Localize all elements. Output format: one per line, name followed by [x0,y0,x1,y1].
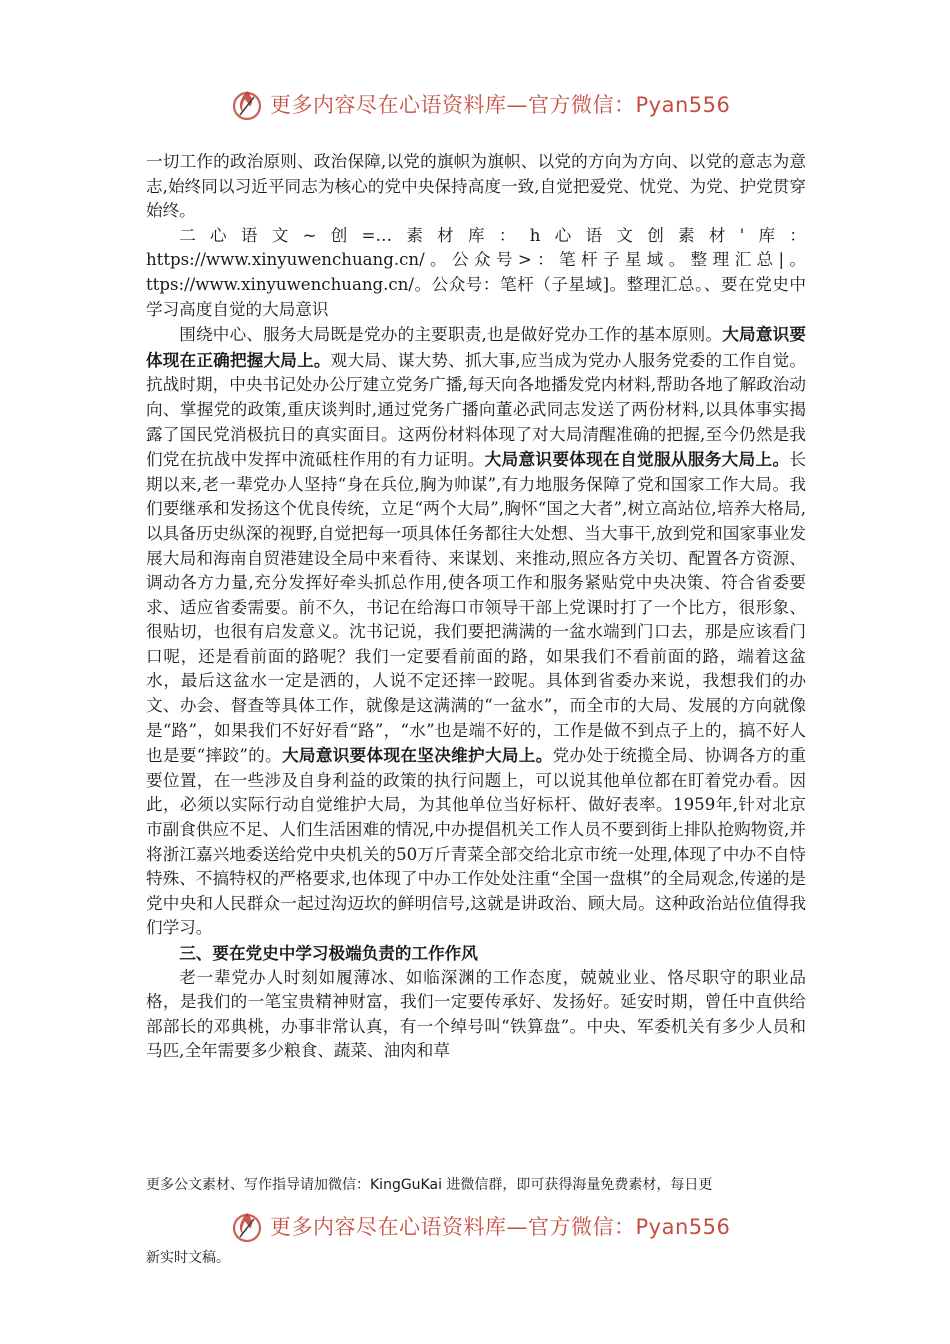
banner-text: 更多内容尽在心语资料库—官方微信：Pyan556 [270,93,731,117]
text-segment: 党办处于统揽全局、协调各方的重要位置，在一些涉及自身利益的政策的执行问题上，可以说其他单位都在盯着党办看。因此，必须以实际行动自觉维护大局，为其他单位当好标杆、做好表率。1959年,针对北京市副食供应不足、人们生活困难的情况,中办提倡机关工作人员不要到街上排队抢购物资,并将浙江嘉兴地委送给党中央机关的50万斤青菜全部交给北京市统一处理,体现了中办不自恃特殊、不搞特权的严格要求,也体现了中办工作处处注重“全国一盘棋”的全局观念,传递的是党中央和人民群众一起过沟迈坎的鲜明信号,这就是讲政治、顾大局。这种政治站位值得我们学习。 [146,746,807,938]
text-segment: 一切工作的政治原则、政治保障,以党的旗帜为旗帜、以党的方向为方向、以党的意志为意志,始终同以习近平同志为核心的党中央保持高度一致,自觉把爱党、忧党、为党、护党贯穿始终。 [146,152,806,221]
paragraph-1 [146,224,806,322]
bold-lead-sentence: 三、要在党史中学习极端负责的工作作风 [179,943,478,963]
section-heading-3 [146,941,806,966]
text-segment: 长期以来,老一辈党办人坚持“身在兵位,胸为帅谋”,有力地服务保障了党和国家工作大局。我们要继承和发扬这个优良传统，立足“两个大局”,胸怀“国之大者”,树立高站位,培养大格局,以具备历史纵深的视野,自觉把每一项具体任务都往大处想、当大事干,放到党和国家事业发展大局和海南自贸港建设全局中来看待、来谋划、来推动,照应各方关切、配置各方资源、调动各方力量,充分发挥好牵头抓总作用,使各项工作和服务紧贴党中央决策、符合省委要求、适应省委需要。前不久，书记在给海口市领导干部上党课时打了一个比方，很形象、很贴切，也很有启发意义。沈书记说，我们要把满满的一盆水端到门口去，那是应该看门口呢，还是看前面的路呢？我们一定要看前面的路，如果我们不看前面的路，端着这盆水，最后这盆水一定是洒的，人说不定还摔一跤呢。具体到省委办来说，我想我们的办文、办会、督查等具体工作，就像是这满满的“一盆水”，而全市的大局、发展的方向就像是“路”，如果我们不好好看“路”，“水”也是端不好的，工作是做不到点子上的，搞不好人也是要“摔跤”的。 [146,450,807,766]
bold-lead-sentence: 大局意识要体现在正确把握大局上。 [146,324,807,370]
bold-lead-sentence: 大局意识要体现在坚决维护大局上。 [282,745,553,766]
paragraph-4 [146,966,806,1064]
flame-logo-icon [228,1207,266,1245]
text-segment: 二心语文~创=…素材库：h心语文创素材'库：https://www.xinyuwenchuang.cn/。公众号>：笔杆子星域。整理汇总|。ttps://www.xinyuwenchuang.cn/。公众号：笔杆（子星域]。整理汇总。、要在党史中学习高度自觉的大局意识 [146,225,806,319]
text-segment: 老一辈党办人时刻如履薄冰、如临深渊的工作态度，兢兢业业、恪尽职守的职业品格，是我们的一笔宝贵精神财富，我们一定要传承好、发扬好。延安时期，曾任中直供给部部长的邓典桃，办事非常认真，有一个绰号叫“铁算盘”。中央、军委机关有多少人员和马匹,全年需要多少粮食、蔬菜、油肉和草 [146,967,806,1061]
flame-logo-icon [228,85,266,123]
bottom-watermark-banner [228,1206,748,1246]
bold-lead-sentence: 大局意识要体现在自觉服从服务大局上。 [484,449,790,470]
top-watermark-banner [228,84,748,124]
paragraph-2 [146,322,806,941]
document-body [146,150,806,1064]
text-segment: 围绕中心、服务大局既是党办的主要职责,也是做好党办工作的基本原则。 [179,325,723,345]
footer-promo-continuation: 新实时文稿。 [146,1250,230,1266]
text-segment: 观大局、谋大势、抓大事,应当成为党办人服务党委的工作自觉。抗战时期，中央书记处办公厅建立党务广播,每天向各地播发党内材料,帮助各地了解政治动向、掌握党的政策,重庆谈判时,通过党务广播向董必武同志发送了两份材料,以具体事实揭露了国民党消极抗日的真实面目。这两份材料体现了对大局清醒准确的把握,至今仍然是我们党在抗战中发挥中流砥柱作用的有力证明。 [146,350,806,470]
footer-promo-line: 更多公文素材、写作指导请加微信：KingGuKai 进微信群，即可获得海量免费素材，每日更 [146,1177,713,1193]
paragraph-0 [146,150,806,224]
banner-text: 更多内容尽在心语资料库—官方微信：Pyan556 [270,1215,731,1239]
